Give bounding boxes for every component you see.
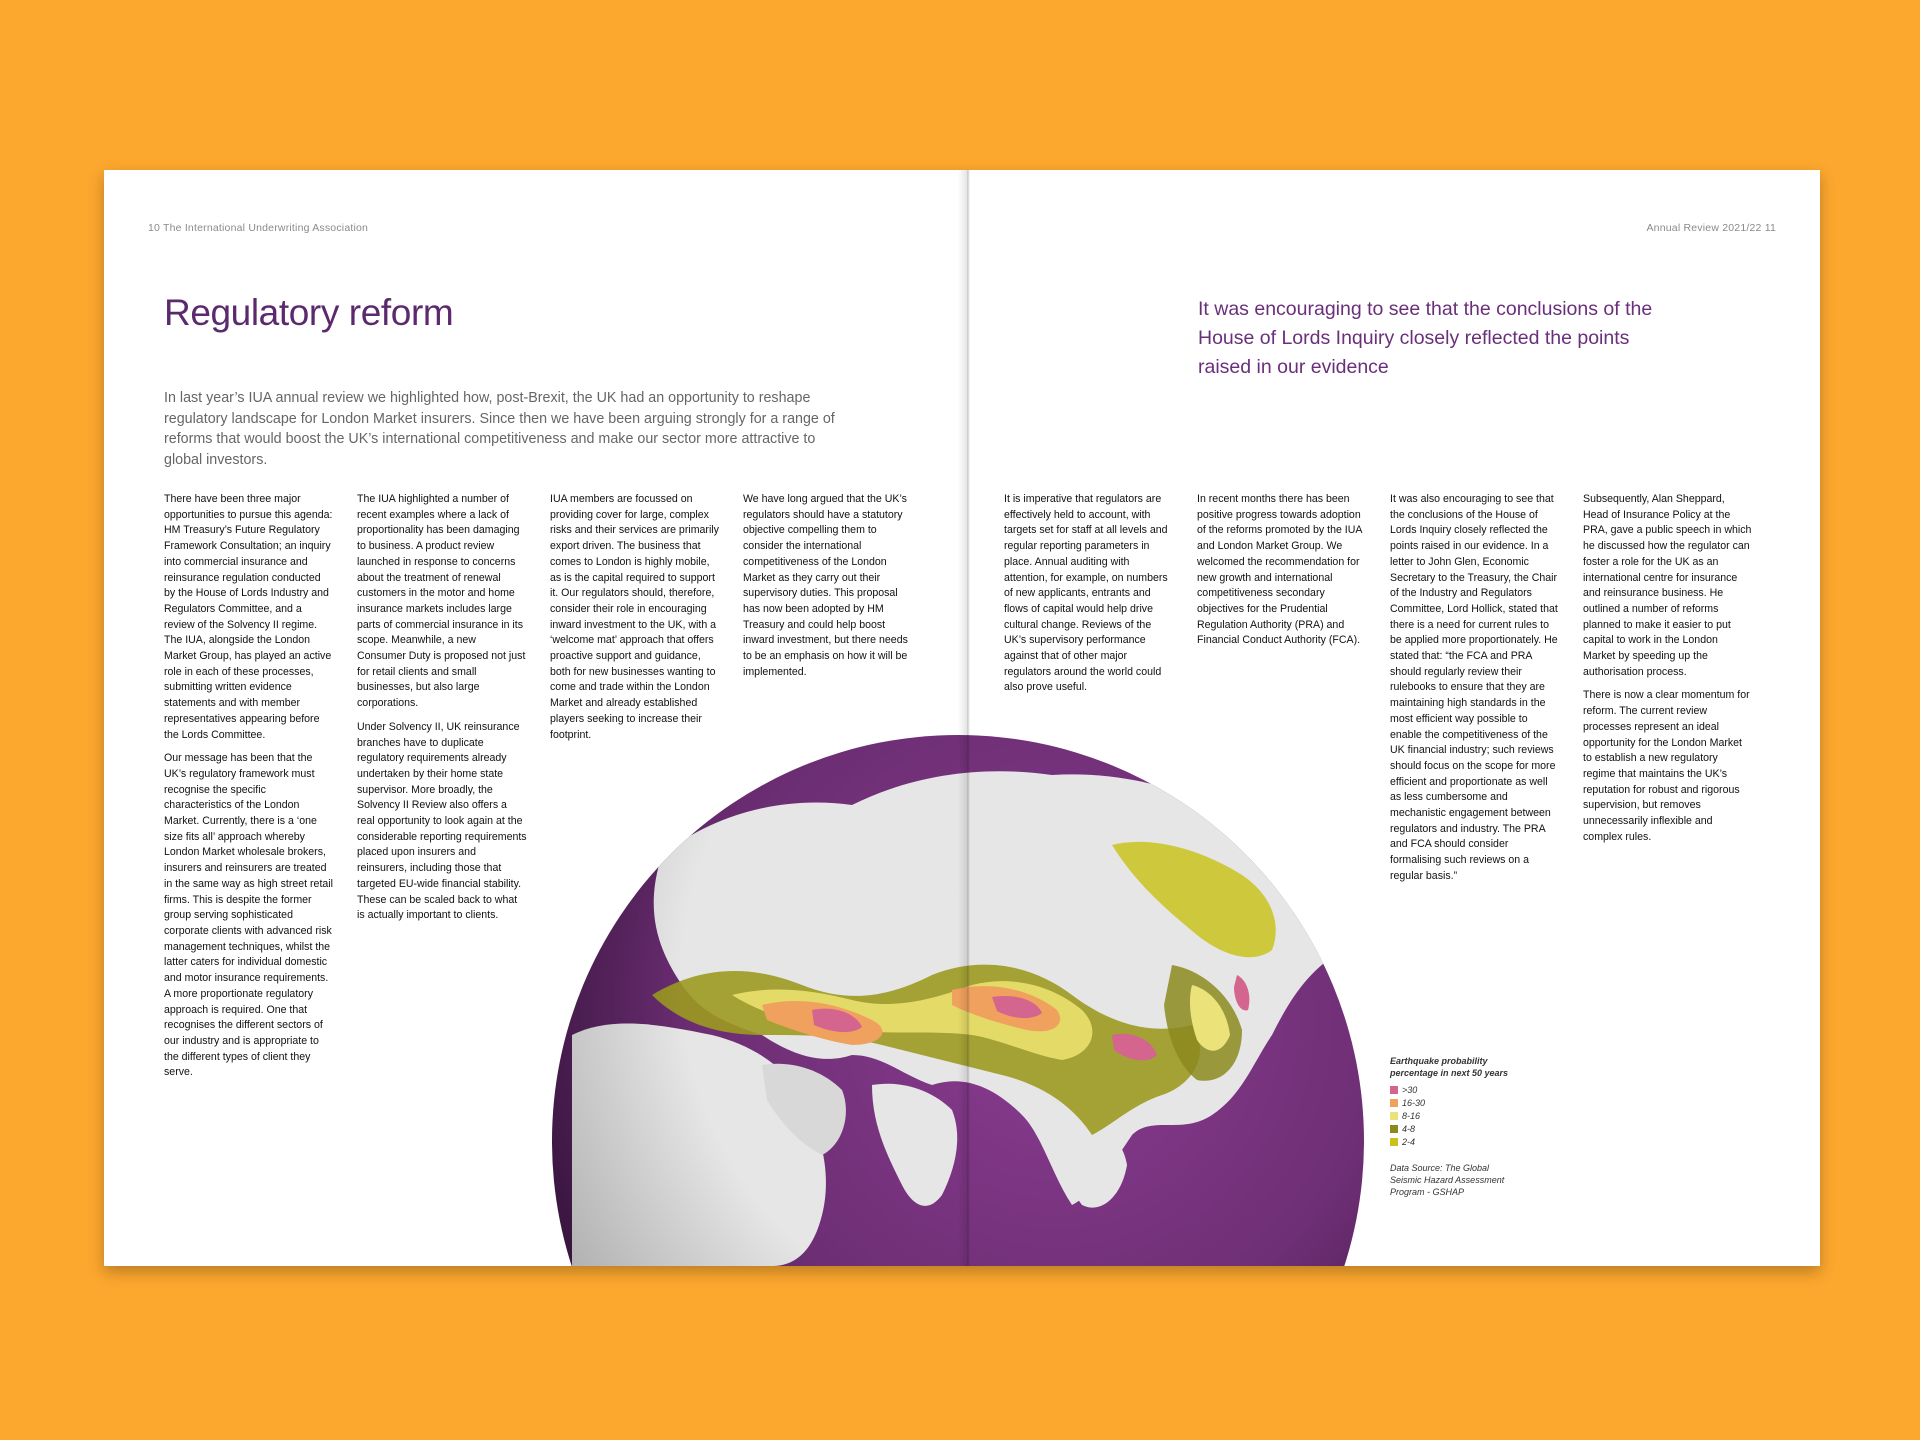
legend-item: [1390, 1135, 1520, 1148]
legend-swatch: [1390, 1138, 1398, 1146]
intro-paragraph: In last year’s IUA annual review we highlighted how, post-Brexit, the UK had an opportunity to reshape regulatory landscape for London Market insurers. Since then we have been arguing strongly for a range of reforms that would boost the UK’s international competitiveness and make our sector more attractive to global investors.: [164, 390, 835, 468]
pull-quote: It was encouraging to see that the conclusions of the House of Lords Inquiry closely reflected the points raised in our evidence: [1198, 298, 1653, 378]
right-folio: Annual Review 2021/22 11: [1646, 222, 1776, 234]
legend-label: 2-4: [1402, 1136, 1416, 1147]
legend-item: [1390, 1096, 1520, 1109]
right-column-1: [1004, 492, 1174, 704]
left-column-2: [357, 492, 527, 932]
legend-label: 16-30: [1402, 1097, 1426, 1108]
page-title: Regulatory reform: [164, 292, 454, 333]
left-folio: 10 The International Underwriting Association: [148, 222, 369, 234]
right-column-4: [1583, 492, 1753, 853]
paragraph: It was also encouraging to see that the conclusions of the House of Lords Inquiry closely reflected the points raised in our evidence. In a letter to John Glen, Economic Secretary to the Treasury, the Chair of the Industry and Regulators Committee, Lord Hollick, stated that there is a need for current rules to be applied more proportionately. He stated that: “the FCA and PRA should regularly review their rulebooks to ensure that they are maintaining high standards in the most efficient way possible to enable the competitiveness of the UK financial industry; such reviews should focus on the scope for more efficient and proportionate as well as less cumbersome and mechanistic engagement between regulators and industry. The PRA and FCA should consider formalising such reviews on a regular basis.”: [1390, 493, 1558, 882]
paragraph: Under Solvency II, UK reinsurance branches have to duplicate regulatory requirements already undertaken by their home state supervisor. More broadly, the Solvency II Review also offers a real opportunity to look again at the considerable reporting requirements placed upon insurers and reinsurers, including those that targeted EU-wide financial stability. These can be scaled back to what is actually important to clients.: [357, 720, 527, 922]
paragraph: IUA members are focussed on providing cover for large, complex risks and their services are primarily export driven. The business that comes to London is highly mobile, as is the capital required to support it. Our regulators should, therefore, consider their role in encouraging inward investment to the UK, with a ‘welcome mat’ approach that offers proactive support and guidance, both for new businesses wanting to come and trade within the London Market and already established players seeking to increase their footprint.: [550, 493, 719, 741]
legend-label: 4-8: [1402, 1123, 1416, 1134]
paragraph: In recent months there has been positive progress towards adoption of the reforms promoted by the IUA and London Market Group. We welcomed the recommendation for new growth and international competitiveness secondary objectives for the Prudential Regulation Authority (PRA) and Financial Conduct Authority (FCA).: [1197, 493, 1362, 647]
paragraph: It is imperative that regulators are effectively held to account, with targets set for staff at all levels and regular reporting parameters in place. Annual auditing with attention, for example, on numbers of new applicants, entrants and flows of capital would help drive cultural change. Reviews of the UK’s supervisory performance against that of other major regulators around the world could also prove useful.: [1004, 493, 1168, 694]
paragraph: Our message has been that the UK’s regulatory framework must recognise the specific characteristics of the London Market. Currently, there is a ‘one size fits all’ approach whereby London Market wholesale brokers, insurers and reinsurers are treated in the same way as high street retail firms. This is despite the former group serving sophisticated corporate clients with advanced risk management techniques, whilst the latter caters for individual domestic and motor insurance requirements. A more proportionate regulatory approach is required. One that recognises the different sectors of our industry and is appropriate to the different types of client they serve.: [164, 752, 333, 1079]
legend-label: 8-16: [1402, 1110, 1421, 1121]
legend-title: Earthquake probability percentage in next 50 years: [1390, 1056, 1509, 1078]
paragraph: The IUA highlighted a number of recent examples where a lack of proportionality has been damaging to business. A product review launched in response to concerns about the treatment of renewal customers in the motor and home insurance markets includes large parts of commercial insurance in its scope. Meanwhile, a new Consumer Duty is proposed not just for retail clients and small businesses, but also large corporations.: [357, 493, 526, 710]
paragraph: Subsequently, Alan Sheppard, Head of Insurance Policy at the PRA, gave a public speech in which he discussed how the regulator can foster a role for the UK as an international centre for insurance and reinsurance business. He outlined a number of reforms planned to make it easier to put capital to work in the London Market by speeding up the authorisation process.: [1583, 493, 1752, 678]
left-column-4: [743, 492, 913, 688]
legend-swatch: [1390, 1099, 1398, 1107]
legend-swatch: [1390, 1125, 1398, 1133]
legend-source: Data Source: The Global Seismic Hazard Assessment Program - GSHAP: [1390, 1163, 1505, 1197]
magazine-spread: [104, 170, 1820, 1266]
map-legend: [1390, 1055, 1520, 1198]
legend-swatch: [1390, 1112, 1398, 1120]
right-column-3: [1390, 492, 1560, 893]
paragraph: There have been three major opportunities to pursue this agenda: HM Treasury’s Future Regulatory Framework Consultation; an inquiry into commercial insurance and reinsurance regulation conducted by the House of Lords Industry and Regulators Committee, and a review of the Solvency II regime. The IUA, alongside the London Market Group, has played an active role in each of these processes, submitting written evidence statements and with member representatives appearing before the Lords Committee.: [164, 493, 333, 741]
page-gutter: [958, 170, 974, 1266]
paragraph: There is now a clear momentum for reform. The current review processes represent an ideal opportunity for the London Market to establish a new regulatory regime that maintains the UK’s reputation for robust and rigorous supervision, but removes unnecessarily inflexible and complex rules.: [1583, 689, 1750, 843]
legend-swatch: [1390, 1086, 1398, 1094]
left-column-1: [164, 492, 334, 1089]
right-column-2: [1197, 492, 1367, 657]
paragraph: We have long argued that the UK’s regulators should have a statutory objective compelling them to consider the international competitiveness of the London Market as they carry out their supervisory duties. This proposal has now been adopted by HM Treasury and could help boost inward investment, but there needs to be an emphasis on how it will be implemented.: [743, 493, 908, 678]
legend-item: [1390, 1109, 1520, 1122]
left-column-3: [550, 492, 720, 751]
legend-label: >30: [1402, 1084, 1418, 1095]
legend-item: [1390, 1083, 1520, 1096]
legend-item: [1390, 1122, 1520, 1135]
